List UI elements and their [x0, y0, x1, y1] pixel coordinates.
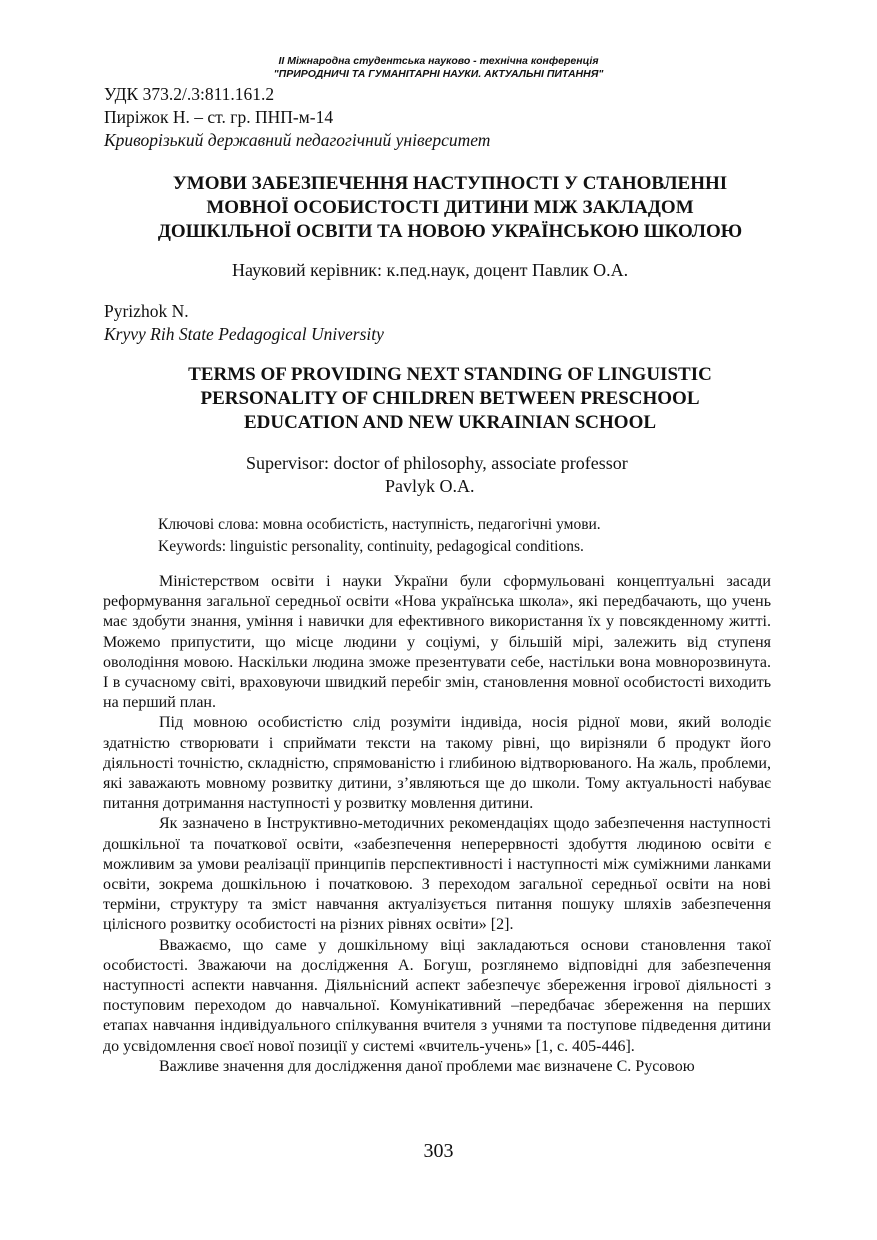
- keywords-ua: Ключові слова: мовна особистість, наступність, педагогічні умови.: [158, 516, 601, 533]
- paragraph-5: Важливе значення для дослідження даної проблеми має визначене С. Русовою: [159, 1057, 695, 1075]
- title-en-line-2: PERSONALITY OF CHILDREN BETWEEN PRESCHOOL: [200, 388, 700, 409]
- conference-header: [200, 55, 677, 81]
- keywords-en: Keywords: linguistic personality, continuity, pedagogical conditions.: [158, 538, 584, 555]
- title-en: [100, 363, 800, 435]
- author-ua: Пиріжок Н. – ст. гр. ПНП-м-14: [104, 107, 334, 127]
- conference-line-1: II Міжнародна студентська науково - технічна конференція: [278, 55, 599, 67]
- paragraph-1: Міністерством освіти і науки України були сформульовані концептуальні засади реформування загальної середньої освіти «Нова українська школа», які передбачають, що учень має здобути знання, уміння і навички для ефективного використання їх у повсякденному житті. Можемо припустити, що місце людини у соціумі, у більшій мірі, залежить від ступеня оволодіння мовою. Наскільки людина зможе презентувати себе, настільки вона мовнорозвинута. І в сучасному світі, враховуючи швидкий перебіг змін, становлення мовної особистості виходить на перший план.: [103, 573, 771, 712]
- paragraph-4: Вважаємо, що саме у дошкільному віці закладаються основи становлення такої особистості. Зважаючи на дослідження А. Богуш, розглянемо відповідні для забезпечення наступності аспекти навчання. Діяльнісний аспект забезпечує збереження ігрової діяльності з поступовим переходом до навчальної. Комунікативний –передбачає збереження на перших етапах навчання індивідуального спілкування вчителя з учнями та поступове підведення дитини до усвідомлення своєї нової позиції у системі «вчитель-учень» [1, с. 405-446].: [103, 936, 771, 1055]
- page-number: 303: [423, 1140, 454, 1162]
- title-en-line-1: TERMS OF PROVIDING NEXT STANDING OF LINGUISTIC: [188, 364, 712, 385]
- body-text: [103, 572, 771, 1077]
- title-ua-line-1: УМОВИ ЗАБЕЗПЕЧЕННЯ НАСТУПНОСТІ У СТАНОВЛЕННІ: [172, 173, 728, 194]
- paragraph-2: Під мовною особистістю слід розуміти індивіда, носія рідної мови, який володіє здатністю створювати і сприймати тексти на такому рівні, що вирізняли б продукт його діяльності точністю, складністю, спрямованістю і глибиною відтворюваного. На жаль, проблеми, які заважають мовному розвитку дитини, з’являються ще до школи. Тому актуальності набуває питання дотримання наступності у розвитку мовлення дитини.: [103, 714, 771, 813]
- university-ua: Криворізький державний педагогічний університет: [104, 130, 491, 150]
- title-ua: [100, 172, 800, 244]
- title-en-line-3: EDUCATION AND NEW UKRAINIAN SCHOOL: [243, 412, 657, 433]
- title-ua-line-3: ДОШКІЛЬНОЇ ОСВІТИ ТА НОВОЮ УКРАЇНСЬКОЮ ШКОЛОЮ: [157, 221, 743, 242]
- paragraph-3: Як зазначено в Інструктивно-методичних рекомендаціях щодо забезпечення наступності дошкільної та початкової освіти, «забезпечення неперервності здобуття людиною освіти є можливим за умови реалізації принципів перспективності і наступності між суміжними ланками освіти, зокрема дошкільною і початковою. З переходом загальної середньої освіти на нові терміни, структуру та зміст навчання актуалізується питання пошуку шляхів забезпечення цілісного розвитку особистості на різних рівнях освіти» [2].: [103, 815, 771, 934]
- udc-code: УДК 373.2/.3:811.161.2: [104, 84, 275, 104]
- author-en: Pyrizhok N.: [104, 301, 189, 321]
- supervisor-en-line-1: Supervisor: doctor of philosophy, associate professor: [246, 453, 628, 473]
- title-ua-line-2: МОВНОЇ ОСОБИСТОСТІ ДИТИНИ МІЖ ЗАКЛАДОМ: [206, 197, 694, 218]
- supervisor-ua: Науковий керівник: к.пед.наук, доцент Павлик О.А.: [232, 260, 629, 280]
- supervisor-en-line-2: Pavlyk O.A.: [385, 476, 475, 496]
- university-en: Kryvy Rih State Pedagogical University: [104, 324, 384, 344]
- conference-line-2: "ПРИРОДНИЧІ ТА ГУМАНІТАРНІ НАУКИ. АКТУАЛЬНІ ПИТАННЯ": [273, 68, 604, 80]
